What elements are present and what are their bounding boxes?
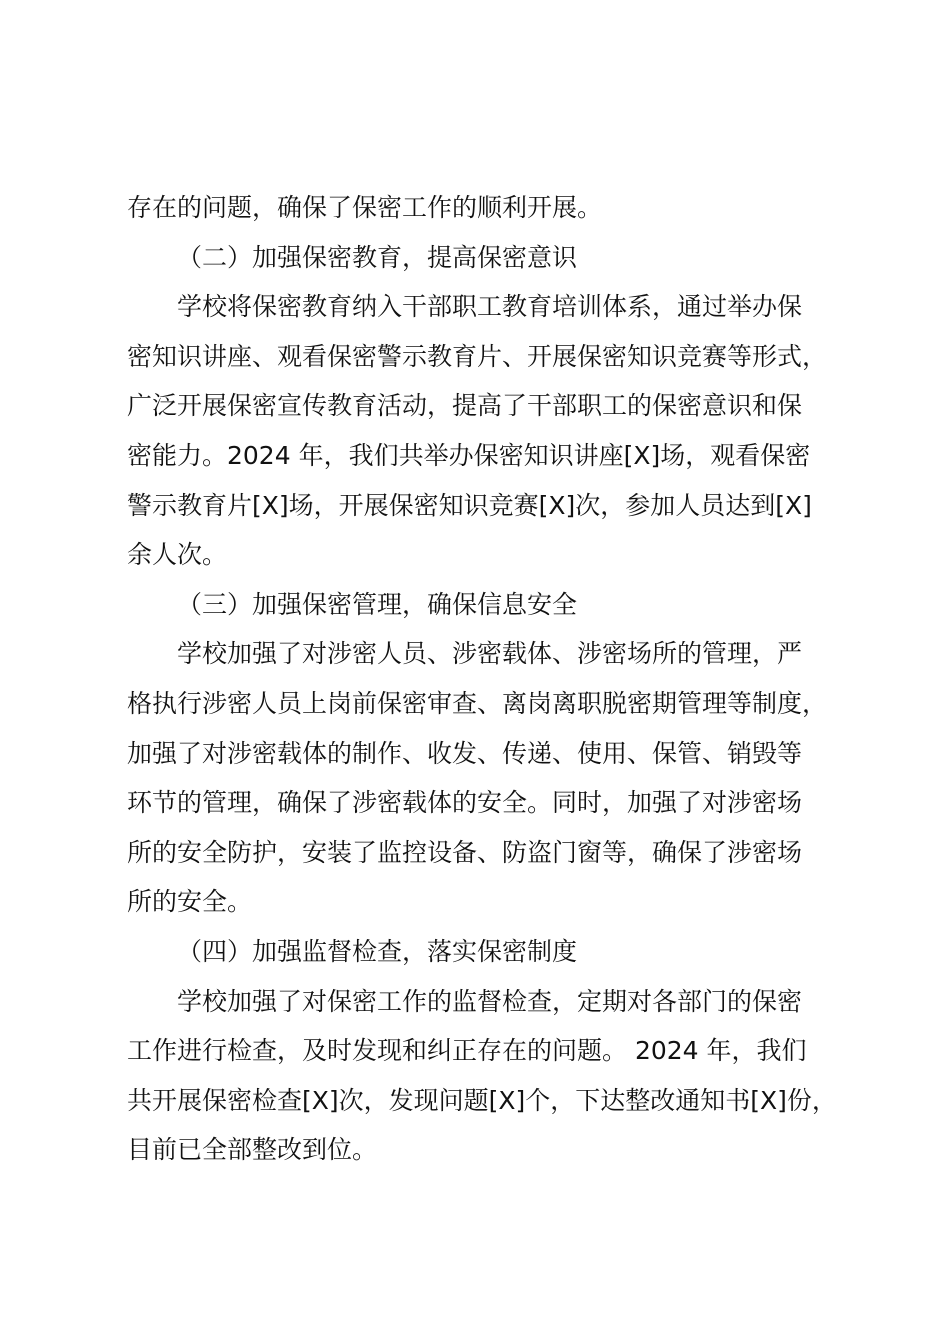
paragraph-3-line: 格执行涉密人员上岗前保密审查、离岗离职脱密期管理等制度， [127,688,828,718]
paragraph-2-line: 密能力。2024 年，我们共举办保密知识讲座[X]场，观看保密 [127,440,811,470]
paragraph-3-line: 学校加强了对涉密人员、涉密载体、涉密场所的管理，严 [177,639,803,669]
paragraph-2-line: 广泛开展保密宣传教育活动，提高了干部职工的保密意识和保 [127,391,803,421]
paragraph-4-line: 学校加强了对保密工作的监督检查，定期对各部门的保密 [177,986,803,1016]
paragraph-4-line: 目前已全部整改到位。 [127,1135,378,1165]
paragraph-2-line: 余人次。 [127,540,228,570]
paragraph-2-line: 学校将保密教育纳入干部职工教育培训体系，通过举办保 [177,292,803,322]
document-body [127,183,862,1175]
paragraph-3-line: 加强了对涉密载体的制作、收发、传递、使用、保管、销毁等 [127,738,803,768]
paragraph-3-line: 所的安全。 [127,887,253,917]
section-heading-4: （四）加强监督检查，落实保密制度 [177,936,578,966]
paragraph-3-line: 所的安全防护，安装了监控设备、防盗门窗等，确保了涉密场 [127,837,803,867]
paragraph-4-line: 工作进行检查，及时发现和纠正存在的问题。 2024 年，我们 [127,1036,807,1066]
section-heading-3: （三）加强保密管理，确保信息安全 [177,589,578,619]
paragraph-4-line: 共开展保密检查[X]次，发现问题[X]个，下达整改通知书[X]份， [127,1085,837,1115]
paragraph-3-line: 环节的管理，确保了涉密载体的安全。同时，加强了对涉密场 [127,788,803,818]
body-line: 存在的问题，确保了保密工作的顺利开展。 [127,193,603,222]
section-heading-2: （二）加强保密教育，提高保密意识 [177,242,578,272]
paragraph-2-line: 密知识讲座、观看保密警示教育片、开展保密知识竞赛等形式， [127,341,828,371]
paragraph-2-line: 警示教育片[X]场，开展保密知识竞赛[X]次，参加人员达到[X] [127,490,812,520]
